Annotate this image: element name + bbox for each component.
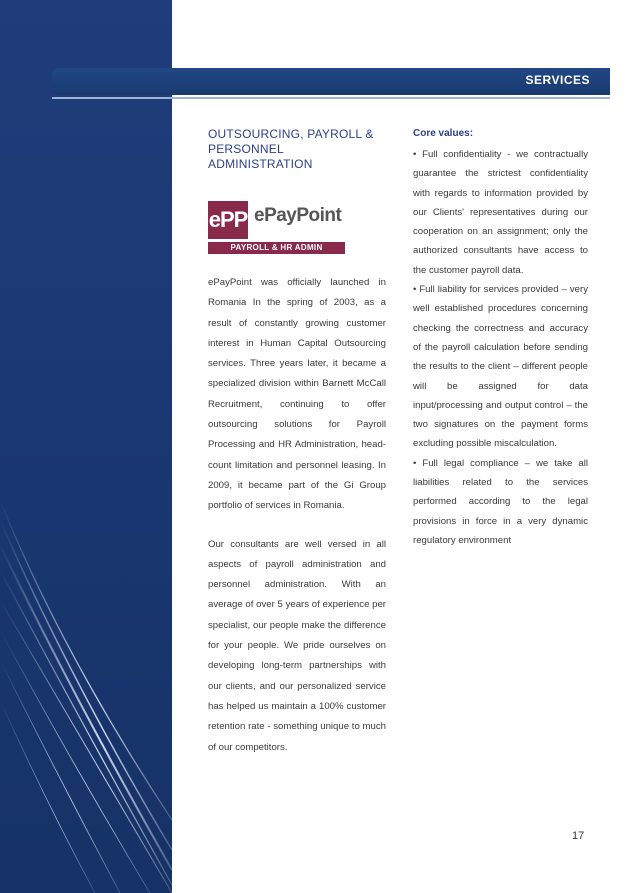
core-value-item: • Full liability for services provided – very well established procedures concerning checking the correctness and accuracy of the payroll calculation before sending the results to the client – different people will be assigned for data input/processing and output control – the two signatures on the payment forms excluding possible miscalculation. <box>413 284 588 450</box>
logo-tagline: PAYROLL & HR ADMIN <box>208 242 345 254</box>
logo-name: ePayPoint <box>254 205 342 226</box>
section-label: SERVICES <box>525 73 590 87</box>
logo-mark: ePP <box>208 201 248 239</box>
page-number: 17 <box>572 830 585 842</box>
core-value-item: • Full confidentiality - we contractually guarantee the strictest confidentiality with regards to information provided by our Clients' representatives during our cooperation on an assignment; only the authorized consultants have access to the customer payroll data. <box>413 149 588 276</box>
epaypoint-logo <box>208 201 345 253</box>
decorative-blue-band <box>0 0 172 893</box>
light-streaks-graphic <box>0 0 172 893</box>
header-underline <box>52 97 610 99</box>
intro-paragraph: ePayPoint was officially launched in Romania In the spring of 2003, as a result of constantly growing customer interest in Human Capital Outsourcing services. Three years later, it became a specialized division within Barnett McCall Recruitment, continuing to offer outsourcing solutions for Payroll Processing and HR Administration, head-count limitation and personnel leasing. In 2009, it became part of the Gi Group portfolio of services in Romania. <box>208 277 386 512</box>
section-title: OUTSOURCING, PAYROLL & PERSONNEL ADMINISTRATION <box>208 127 374 171</box>
core-value-item: • Full legal compliance – we take all liabilities related to the services performed according to the legal provisions in force in a very dynamic regulatory environment <box>413 457 588 546</box>
right-column <box>413 127 588 550</box>
consultants-paragraph: Our consultants are well versed in all aspects of payroll administration and personnel administration. With an average of over 5 years of experience per specialist, our people make the difference for your people. We pride ourselves on developing long-term partnerships with our clients, and our personalized service has helped us maintain a 100% customer retention rate - something unique to much of our competitors. <box>208 538 386 753</box>
left-column <box>208 127 386 758</box>
core-values-title: Core values: <box>413 128 474 139</box>
